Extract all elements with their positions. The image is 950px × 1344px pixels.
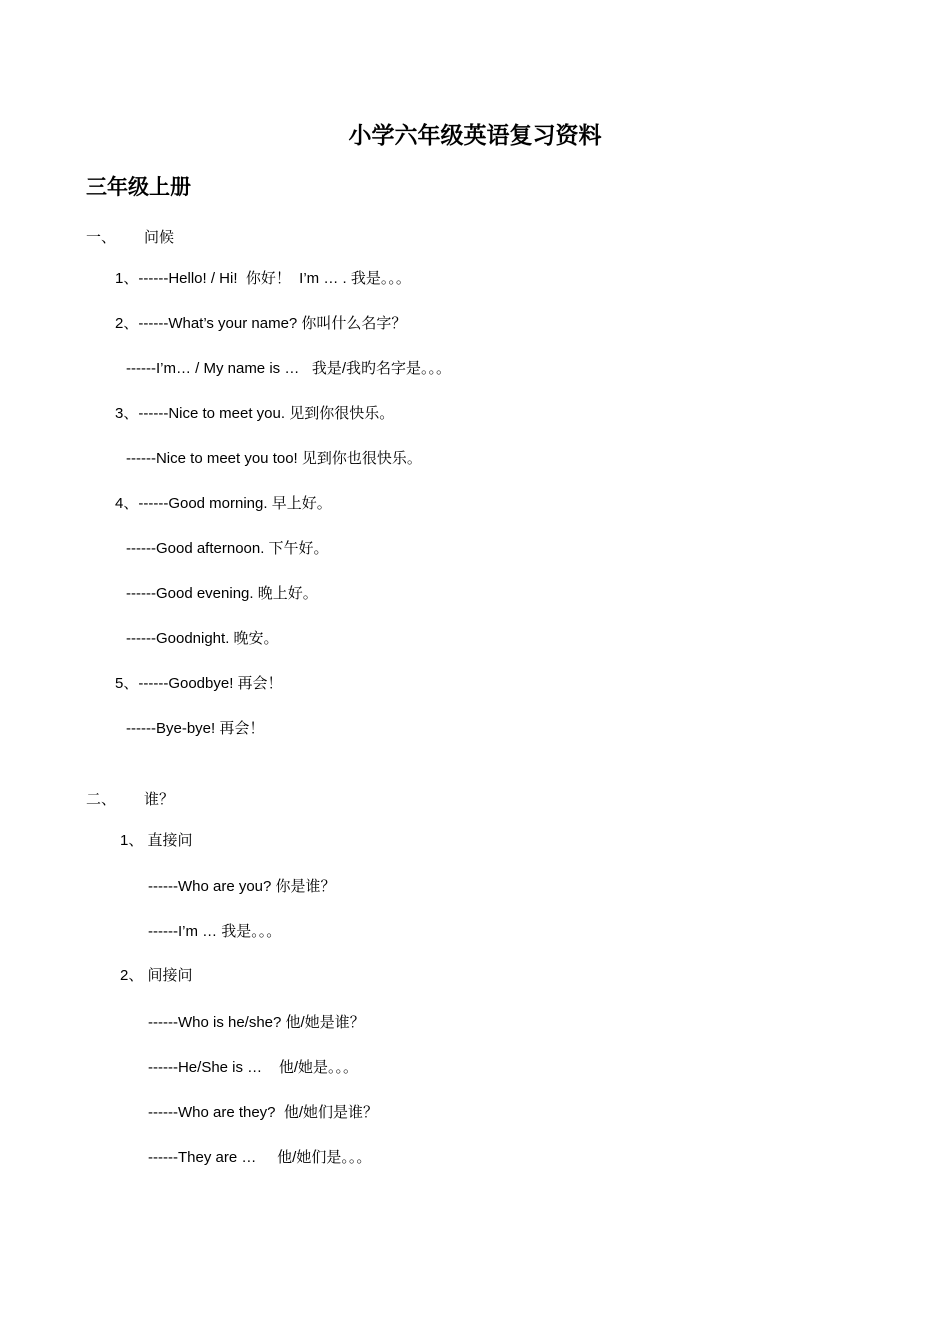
section-1-line-2: 2、------What’s your name? 你叫什么名字？ <box>115 315 407 332</box>
section-2-sub-1-line-1: ------Who are you? 你是谁？ <box>148 878 336 895</box>
section-1-line-11: ------Bye-bye! 再会！ <box>126 720 265 737</box>
section-2-sub-1: 1、 直接问 <box>120 832 193 849</box>
section-2-sub-2-line-1: ------Who is he/she? 他/她是谁？ <box>148 1014 365 1031</box>
section-1-line-3: ------I’m… / My name is … 我是/我旳名字是。。。 <box>126 360 451 377</box>
section-1-number: 一、 <box>86 228 117 246</box>
section-1-line-8: ------Good evening. 晚上好。 <box>126 585 318 602</box>
section-1-label: 问候 <box>144 228 175 246</box>
section-1-line-6: 4、------Good morning. 早上好。 <box>115 495 332 512</box>
section-1-line-7: ------Good afternoon. 下午好。 <box>126 540 329 557</box>
section-2-label: 谁？ <box>144 790 175 808</box>
section-2-sub-2-line-4: ------They are … 他/她们是。。。 <box>148 1149 372 1166</box>
section-1-line-4: 3、------Nice to meet you. 见到你很快乐。 <box>115 405 395 422</box>
section-1-line-1: 1、------Hello! / Hi! 你好！ I’m … . 我是。。。 <box>115 270 411 287</box>
section-2-sub-1-line-2: ------I’m … 我是。。。 <box>148 923 282 940</box>
section-2-sub-2-line-3: ------Who are they? 他/她们是谁？ <box>148 1104 379 1121</box>
section-2-number: 二、 <box>86 790 117 808</box>
document-title: 小学六年级英语复习资料 <box>348 123 602 149</box>
grade-heading: 三年级上册 <box>86 175 191 199</box>
section-1-line-9: ------Goodnight. 晚安。 <box>126 630 279 647</box>
section-2-sub-2-line-2: ------He/She is … 他/她是。。。 <box>148 1059 359 1076</box>
section-2-sub-2: 2、 间接问 <box>120 967 193 984</box>
section-1-line-5: ------Nice to meet you too! 见到你也很快乐。 <box>126 450 422 467</box>
section-1-line-10: 5、------Goodbye! 再会！ <box>115 675 283 692</box>
